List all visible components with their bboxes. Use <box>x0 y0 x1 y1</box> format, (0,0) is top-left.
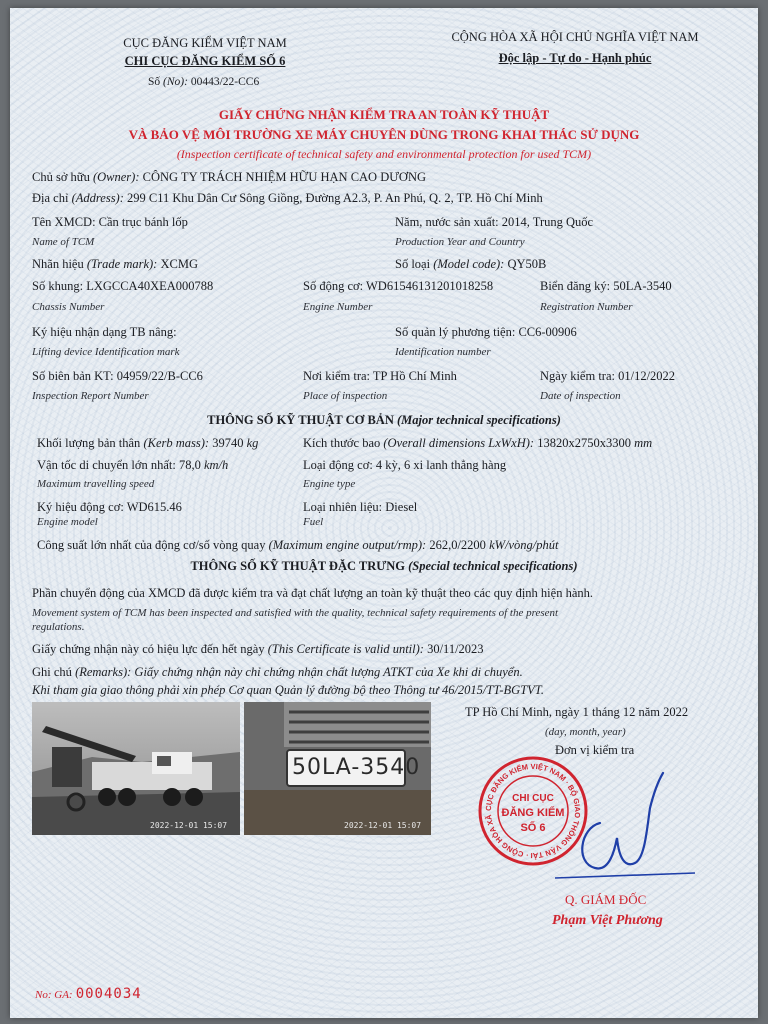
place-date: TP Hồ Chí Minh, ngày 1 tháng 12 năm 2022 <box>465 705 689 719</box>
owner-label: Chủ sở hữu <box>32 170 90 184</box>
inspection-unit: Đơn vị kiểm tra <box>555 743 635 757</box>
kerb-row <box>37 436 258 450</box>
validity-value: 30/11/2023 <box>427 642 484 656</box>
engine-model-row <box>37 500 182 514</box>
tcm-name-en: Name of TCM <box>32 236 95 248</box>
number-label: Số <box>148 76 161 88</box>
speed-en: Maximum travelling speed <box>37 478 155 490</box>
header-agency: CỤC ĐĂNG KIỂM VIỆT NAM <box>123 36 287 50</box>
major-specs-title-en: (Major technical specifications) <box>396 413 561 427</box>
management-value: CC6-00906 <box>518 325 577 339</box>
owner-label-en: (Owner): <box>92 170 140 184</box>
management-en: Identification number <box>395 346 491 358</box>
year-label: Năm, nước sản xuất: <box>395 215 499 229</box>
remarks-label: Ghi chú <box>32 665 72 679</box>
chassis-value: LXGCCA40XEA000788 <box>86 279 214 293</box>
remarks-line-2: Khi tham gia giao thông phải xin phép Cơ quan Quản lý đường bộ theo Thông tư 46/2015/TT-BGTVT. <box>32 683 544 697</box>
dimensions-label: Kích thước bao <box>303 436 381 450</box>
dimensions-unit: mm <box>634 436 653 450</box>
model-row <box>395 257 546 271</box>
registration-value: 50LA-3540 <box>613 279 672 293</box>
plate-photo <box>244 702 431 835</box>
engine-no-en: Engine Number <box>303 301 373 313</box>
crane-photo-image <box>32 702 240 835</box>
special-statement: Phần chuyển động của XMCD đã được kiểm tra và đạt chất lượng an toàn kỹ thuật theo các quy định hiện hành. <box>32 586 593 600</box>
stamp-line-3: SỐ 6 <box>520 822 546 834</box>
fuel-value: Diesel <box>385 500 418 514</box>
chassis-en: Chassis Number <box>32 301 105 313</box>
output-row <box>37 538 559 552</box>
engine-type-row <box>303 458 506 472</box>
engine-model-label: Ký hiệu động cơ: <box>37 500 124 514</box>
lifting-en: Lifting device Identification mark <box>32 346 180 358</box>
engine-type-value: 4 kỳ, 6 xi lanh thẳng hàng <box>375 458 507 472</box>
output-label: Công suất lớn nhất của động cơ/số vòng quay <box>37 538 266 552</box>
major-specs-title: THÔNG SỐ KỸ THUẬT CƠ BẢN <box>207 413 394 427</box>
tcm-name-label: Tên XMCD: <box>32 215 96 229</box>
remarks-row <box>32 665 523 679</box>
engine-type-en: Engine type <box>303 478 356 490</box>
special-statement-en-2: regulations. <box>32 621 85 633</box>
date-label: Ngày kiểm tra: <box>540 369 615 383</box>
tcm-name-row <box>32 215 188 229</box>
address-row <box>32 191 543 205</box>
engine-model-en: Engine model <box>37 516 98 528</box>
kerb-label-en: (Kerb mass): <box>143 436 210 450</box>
dimensions-row <box>303 436 652 450</box>
header-motto: Độc lập - Tự do - Hạnh phúc <box>498 51 652 65</box>
trademark-label: Nhãn hiệu <box>32 257 84 271</box>
report-value: 04959/22/B-CC6 <box>116 369 203 383</box>
title-line2: VÀ BẢO VỆ MÔI TRƯỜNG XE MÁY CHUYÊN DÙNG TRONG KHAI THÁC SỬ DỤNG <box>128 127 640 142</box>
trademark-label-en: (Trade mark): <box>86 257 158 271</box>
serial-label: No: GA: <box>35 989 73 1001</box>
crane-photo <box>32 702 240 835</box>
report-row <box>32 369 203 383</box>
chassis-row <box>32 279 213 293</box>
kerb-value: 39740 <box>212 436 244 450</box>
address-label: Địa chỉ <box>32 191 69 205</box>
remarks-line-1: Giấy chứng nhận này chỉ chứng nhận chất lượng ATKT của Xe khi di chuyển. <box>134 665 523 679</box>
number-value: 00443/22-CC6 <box>190 76 260 88</box>
place-value: TP Hồ Chí Minh <box>372 369 457 383</box>
date-row <box>540 369 675 383</box>
serial-value: 0004034 <box>75 986 142 1002</box>
report-en: Inspection Report Number <box>32 390 149 402</box>
output-unit: kW/vòng/phút <box>489 538 559 552</box>
director-title: Q. GIÁM ĐỐC <box>565 892 647 907</box>
place-label: Nơi kiểm tra: <box>303 369 371 383</box>
trademark-row <box>32 257 198 271</box>
kerb-label: Khối lượng bản thân <box>37 436 141 450</box>
model-label-en: (Model code): <box>433 257 505 271</box>
special-statement-en-1: Movement system of TCM has been inspected and satisfied with the quality, technical safety requirements of the present <box>32 607 559 619</box>
number-label-en: (No): <box>163 76 188 88</box>
engine-no-value: WD61546131201018258 <box>366 279 494 293</box>
owner-value: CÔNG TY TRÁCH NHIỆM HỮU HẠN CAO DƯƠNG <box>142 170 427 184</box>
title-line3: (Inspection certificate of technical safety and environmental protection for used TCM) <box>176 147 592 161</box>
header-branch: CHI CỤC ĐĂNG KIỂM SỐ 6 <box>124 54 286 68</box>
engine-no-label: Số động cơ: <box>303 279 364 293</box>
address-label-en: (Address): <box>71 191 124 205</box>
model-label: Số loại <box>395 257 431 271</box>
remarks-label-en: (Remarks): <box>75 665 132 679</box>
model-value: QY50B <box>507 257 547 271</box>
owner-row <box>32 170 426 184</box>
special-specs-title: THÔNG SỐ KỸ THUẬT ĐẶC TRƯNG <box>190 559 405 573</box>
engine-type-label: Loại động cơ: <box>303 458 373 472</box>
lifting-label: Ký hiệu nhận dạng TB nâng: <box>32 325 177 339</box>
trademark-value: XCMG <box>160 257 198 271</box>
dimensions-label-en: (Overall dimensions LxWxH): <box>383 436 535 450</box>
stamp-line-1: CHI CỤC <box>512 793 554 804</box>
special-specs-heading <box>10 559 758 573</box>
certificate-paper <box>10 8 758 1018</box>
header-country: CỘNG HÒA XÃ HỘI CHỦ NGHĨA VIỆT NAM <box>451 30 699 44</box>
validity-label: Giấy chứng nhận này có hiệu lực đến hết ngày <box>32 642 265 656</box>
date-value: 01/12/2022 <box>618 369 676 383</box>
address-value: 299 C11 Khu Dân Cư Sông Giồng, Đường A2.3, P. An Phú, Q. 2, TP. Hồ Chí Minh <box>127 191 543 205</box>
fuel-row <box>303 500 417 514</box>
title-line1: GIẤY CHỨNG NHẬN KIỂM TRA AN TOÀN KỸ THUẬT <box>218 107 550 122</box>
kerb-unit: kg <box>246 436 259 450</box>
dimensions-value: 13820x2750x3300 <box>537 436 631 450</box>
year-row <box>395 215 593 229</box>
speed-unit: km/h <box>204 458 229 472</box>
year-en: Production Year and Country <box>395 236 525 248</box>
year-value: 2014, Trung Quốc <box>501 215 594 229</box>
crane-photo-timestamp: 2022-12-01 15:07 <box>150 821 228 830</box>
tcm-name-value: Cần trục bánh lốp <box>98 215 188 229</box>
validity-row <box>32 642 484 656</box>
management-label: Số quản lý phương tiện: <box>395 325 516 339</box>
output-value: 262,0/2200 <box>429 538 486 552</box>
major-specs-heading <box>10 413 758 427</box>
report-label: Số biên bản KT: <box>32 369 114 383</box>
stamp-ring-text: CỤC ĐĂNG KIỂM VIỆT NAM · BỘ GIAO THÔNG VẬN TẢI · CỘNG HÒA XÃ <box>483 761 583 861</box>
director-signature <box>555 768 705 888</box>
speed-value: 78,0 <box>179 458 201 472</box>
fuel-label: Loại nhiên liệu: <box>303 500 383 514</box>
serial-number <box>35 986 142 1002</box>
special-specs-title-en: (Special technical specifications) <box>408 559 578 573</box>
fuel-en: Fuel <box>303 516 324 528</box>
speed-label: Vận tốc di chuyển lớn nhất: <box>37 458 176 472</box>
speed-row <box>37 458 228 472</box>
engine-model-value: WD615.46 <box>126 500 182 514</box>
place-date-en: (day, month, year) <box>545 726 626 738</box>
place-en: Place of inspection <box>303 390 388 402</box>
registration-row <box>540 279 672 293</box>
plate-text: 50LA-3540 <box>292 755 421 780</box>
director-name: Phạm Việt Phương <box>552 913 663 928</box>
registration-en: Registration Number <box>540 301 633 313</box>
place-row <box>303 369 457 383</box>
registration-label: Biển đăng ký: <box>540 279 611 293</box>
lifting-row <box>32 325 177 339</box>
output-label-en: (Maximum engine output/rmp): <box>268 538 427 552</box>
stamp-line-2: ĐĂNG KIỂM <box>501 807 565 819</box>
date-en: Date of inspection <box>540 390 621 402</box>
validity-label-en: (This Certificate is valid until): <box>267 642 424 656</box>
engine-no-row <box>303 279 493 293</box>
plate-photo-timestamp: 2022-12-01 15:07 <box>344 821 422 830</box>
management-row <box>395 325 577 339</box>
document-number <box>148 76 259 89</box>
chassis-label: Số khung: <box>32 279 84 293</box>
